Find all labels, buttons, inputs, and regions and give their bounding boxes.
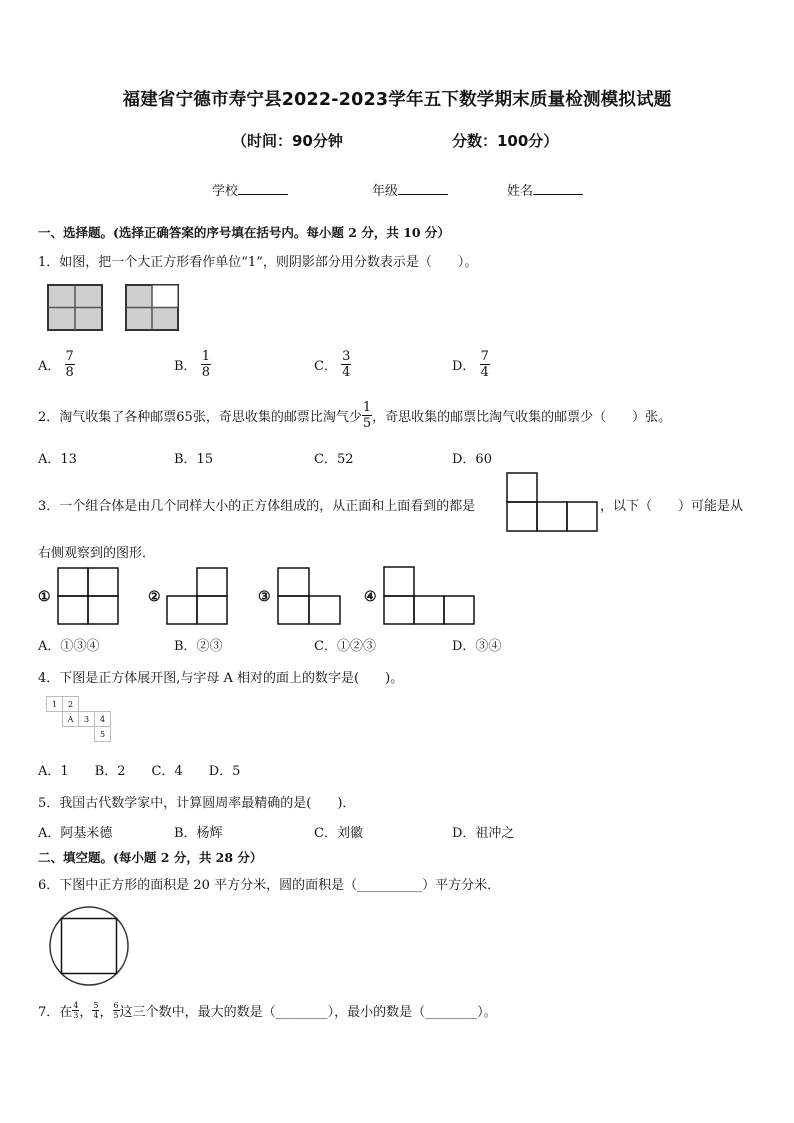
question-2-text: 2．淘气收集了各种邮票65张，奇思收集的邮票比淘气少 $\frac{1}{5}$ ，奇思收集的邮票比淘气收集的邮票少（ ）张。: [38, 400, 672, 431]
exam-time: （时间：90分钟: [232, 132, 343, 150]
q5-option-c[interactable]: C．刘徽: [314, 826, 363, 841]
fraction: $\frac{4}{3}$: [73, 1001, 79, 1020]
grade-label: 年级: [372, 184, 399, 199]
q1-option-d[interactable]: D． $\frac{7}{4}$: [452, 349, 489, 380]
q5-option-d[interactable]: D．祖冲之: [452, 826, 515, 841]
q1-option-a[interactable]: A． $\frac{7}{8}$: [38, 349, 74, 380]
grade-field[interactable]: [372, 180, 448, 199]
section-heading-2: 二、填空题。(每小题 2 分，共 28 分）: [38, 850, 263, 865]
q2-option-d[interactable]: D．60: [452, 452, 492, 467]
question-3-text-line2: 右侧观察到的图形．: [38, 546, 156, 561]
question-3-text-end: ，以下（ ）可能是从: [600, 499, 744, 514]
fraction: $\frac{7}{8}$: [65, 349, 74, 380]
figure-label-2: ②: [148, 589, 161, 605]
name-label: 姓名: [507, 184, 534, 199]
fraction: $\frac{1}{8}$: [201, 349, 210, 380]
cube-net-figure: 1 2 A 3 4 5: [46, 696, 111, 742]
q2-option-c[interactable]: C．52: [314, 452, 354, 467]
question-7-text: 7．在 $\frac{4}{3}$ ， $\frac{5}{4}$ ， $\frac{6}{5}$ 这三个数中，最大的数是（________），最小的数是（________）。: [38, 1001, 497, 1020]
question-3-text: 3．一个组合体是由几个同样大小的正方体组成的，从正面和上面看到的都是: [38, 499, 476, 514]
question-6-text: 6．下图中正方形的面积是 20 平方分米，圆的面积是（__________）平方分米．: [38, 878, 501, 893]
fraction: $\frac{7}{4}$: [480, 349, 489, 380]
figure-label-4: ④: [364, 589, 377, 605]
fraction: $\frac{3}{4}$: [342, 349, 351, 380]
q2-option-a[interactable]: A．13: [38, 452, 77, 467]
q4-options[interactable]: A．1 B．2 C．4 D．5: [38, 764, 241, 779]
question-4-text: 4．下图是正方体展开图,与字母 A 相对的面上的数字是( )。: [38, 671, 404, 686]
q3-figure-2: [166, 567, 229, 626]
school-label: 学校: [212, 184, 239, 199]
q5-option-a[interactable]: A．阿基米德: [38, 826, 113, 841]
circle-square-figure: [48, 905, 130, 987]
q3-option-d[interactable]: D．③④: [452, 639, 502, 654]
question-1-text: 1．如图，把一个大正方形看作单位“1”，则阴影部分用分数表示是（ ）。: [38, 255, 478, 270]
q1-option-c[interactable]: C． $\frac{3}{4}$: [314, 349, 351, 380]
q3-option-b[interactable]: B．②③: [174, 639, 223, 654]
fraction: $\frac{1}{5}$: [362, 400, 372, 431]
fraction: $\frac{6}{5}$: [113, 1001, 119, 1020]
figure-label-3: ③: [258, 589, 271, 605]
figure-label-1: ①: [38, 589, 51, 605]
fraction: $\frac{5}{4}$: [93, 1001, 99, 1020]
question-5-text: 5．我国古代数学家中，计算圆周率最精确的是( )．: [38, 796, 356, 811]
q3-option-a[interactable]: A．①③④: [38, 639, 100, 654]
exam-score: 分数：100分）: [452, 132, 559, 150]
q1-option-b[interactable]: B． $\frac{1}{8}$: [174, 349, 210, 380]
q2-option-b[interactable]: B．15: [174, 452, 214, 467]
q3-figure-3: [277, 567, 341, 626]
q5-option-b[interactable]: B．杨辉: [174, 826, 223, 841]
q3-figure-4: [383, 566, 475, 626]
q3-view-figure: [506, 472, 598, 532]
section-heading: 一、选择题。(选择正确答案的序号填在括号内。每小题 2 分，共 10 分）: [38, 225, 450, 240]
page-title: 福建省宁德市寿宁县2022-2023学年五下数学期末质量检测模拟试题: [122, 90, 672, 110]
school-field[interactable]: [212, 180, 288, 199]
name-field[interactable]: [507, 180, 583, 199]
q1-squares-figure: [46, 283, 186, 333]
q3-option-c[interactable]: C．①②③: [314, 639, 376, 654]
q3-figure-1: [57, 567, 120, 626]
